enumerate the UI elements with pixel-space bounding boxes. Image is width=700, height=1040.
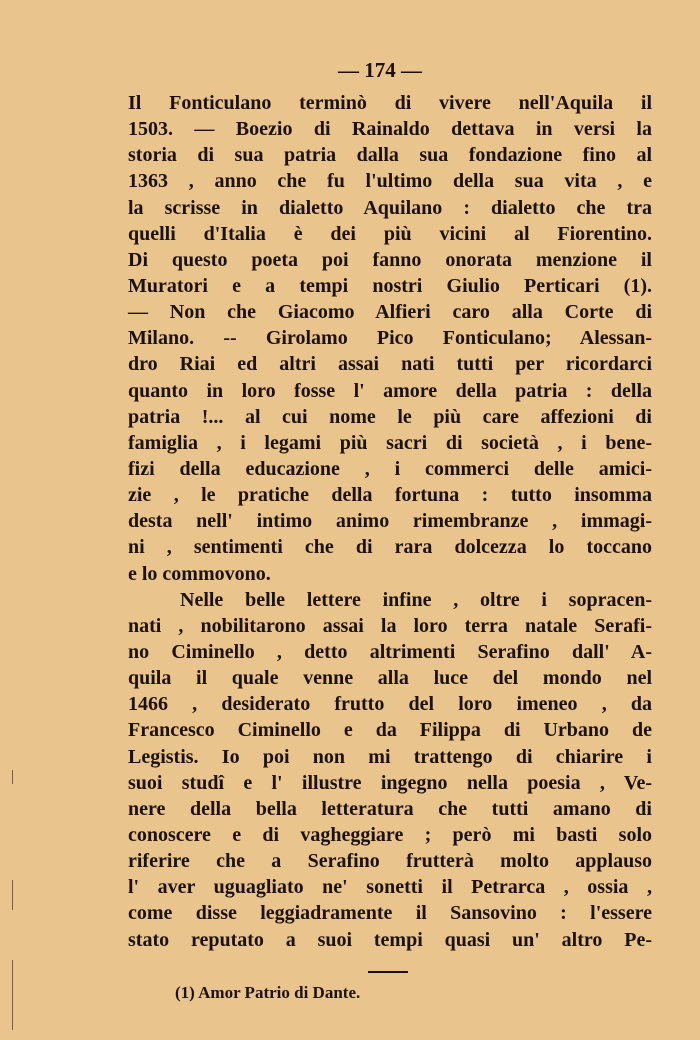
text-line: Di questo poeta poi fanno onorata menzione il	[128, 248, 652, 271]
text-line: quanto in loro fosse l' amore della patria : della	[128, 379, 652, 402]
text-line: quila il quale venne alla luce del mondo nel	[128, 667, 652, 690]
text-line: storia di sua patria dalla sua fondazione fino al	[128, 144, 652, 167]
text-line: — Non che Giacomo Alfieri caro alla Corte di	[128, 301, 652, 324]
text-line: la scrisse in dialetto Aquilano : dialetto che tra	[128, 196, 652, 219]
text-line: no Ciminello , detto altrimenti Serafino dall' A-	[128, 640, 652, 663]
text-line: patria !... al cui nome le più care affezioni di	[128, 405, 652, 428]
body-text	[128, 90, 652, 953]
text-line: quelli d'Italia è dei più vicini al Fiorentino.	[128, 222, 652, 245]
text-line: dro Riai ed altri assai nati tutti per ricordarci	[128, 353, 652, 376]
text-line: Muratori e a tempi nostri Giulio Perticari (1).	[128, 274, 652, 297]
text-line: Legistis. Io poi non mi trattengo di chiarire i	[128, 745, 652, 768]
text-line: Il Fonticulano terminò di vivere nell'Aquila il	[128, 92, 652, 114]
text-line: fizi della educazione , i commerci delle amici-	[128, 457, 652, 480]
text-line: riferire che a Serafino frutterà molto applauso	[128, 850, 652, 873]
text-line: 1363 , anno che fu l'ultimo della sua vita , e	[128, 170, 652, 193]
text-line: nati , nobilitarono assai la loro terra natale Serafi-	[128, 614, 652, 637]
text-line: famiglia , i legami più sacri di società , i bene-	[128, 431, 652, 454]
text-line: come disse leggiadramente il Sansovino : l'essere	[128, 902, 652, 925]
scan-margin-mark	[12, 960, 13, 1030]
text-line: zie , le pratiche della fortuna : tutto insomma	[128, 484, 652, 507]
text-line: conoscere e di vagheggiare ; però mi basti solo	[128, 823, 652, 846]
text-line: Milano. -- Girolamo Pico Fonticulano; Alessan-	[128, 327, 652, 350]
scan-margin-mark	[12, 770, 13, 784]
footnote-divider	[368, 971, 408, 973]
page-number: — 174 —	[338, 58, 422, 82]
text-line: 1503. — Boezio di Rainaldo dettava in versi la	[128, 118, 652, 141]
scan-margin-mark	[12, 880, 13, 910]
text-line: Nelle belle lettere infine , oltre i sopracen-	[180, 588, 652, 611]
text-line: Francesco Ciminello e da Filippa di Urbano de	[128, 719, 652, 742]
text-line: suoi studî e l' illustre ingegno nella poesia , Ve-	[128, 771, 652, 794]
text-line: l' aver uguagliato ne' sonetti il Petrarca , ossia ,	[128, 876, 652, 899]
text-line: ni , sentimenti che di rara dolcezza lo toccano	[128, 536, 652, 559]
text-line: desta nell' intimo animo rimembranze , immagi-	[128, 510, 652, 533]
text-line: e lo commovono.	[128, 562, 271, 585]
text-line: stato reputato a suoi tempi quasi un' altro Pe-	[128, 928, 652, 951]
text-line: 1466 , desiderato frutto del loro imeneo , da	[128, 693, 652, 716]
text-line: nere della bella letteratura che tutti amano di	[128, 797, 652, 820]
footnote: (1) Amor Patrio di Dante.	[175, 983, 361, 1002]
